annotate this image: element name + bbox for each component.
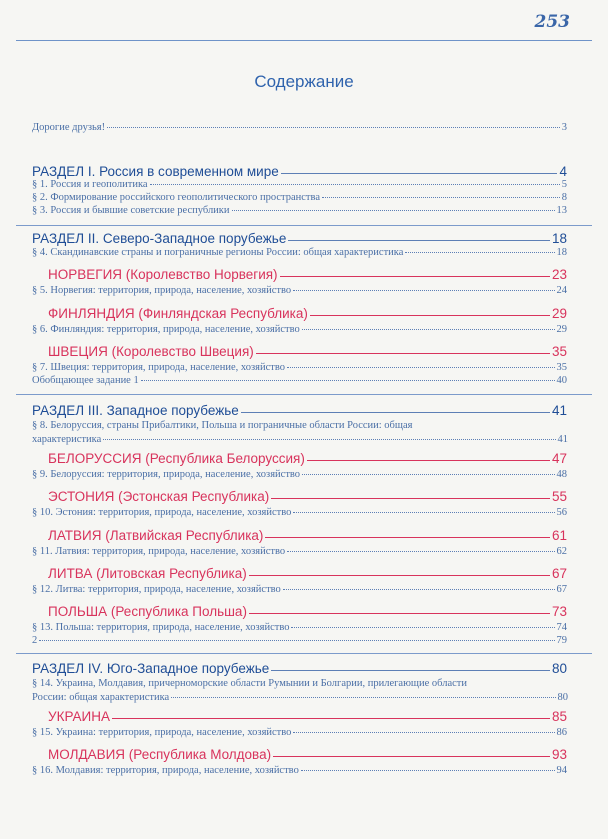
section-divider [16,225,592,226]
toc-country-lithuania[interactable]: ЛИТВА (Литовская Республика) 67 [48,566,567,581]
toc-entry-intro[interactable]: Дорогие друзья! 3 [32,122,567,133]
toc-entry-p5[interactable]: § 5. Норвегия: территория, природа, население, хозяйство 24 [32,285,567,296]
toc-country-latvia[interactable]: ЛАТВИЯ (Латвийская Республика) 61 [48,528,567,543]
toc-entry-p6[interactable]: § 6. Финляндия: территория, природа, население, хозяйство 29 [32,324,567,335]
toc-section-2[interactable]: РАЗДЕЛ II. Северо-Западное порубежье 18 [32,231,567,246]
toc-country-poland[interactable]: ПОЛЬША (Республика Польша) 73 [48,604,567,619]
toc-country-sweden[interactable]: ШВЕЦИЯ (Королевство Швеция) 35 [48,344,567,359]
toc-entry-p3[interactable]: § 3. Россия и бывшие советские республики 13 [32,205,567,216]
section-divider [16,653,592,654]
toc-entry-p16[interactable]: § 16. Молдавия: территория, природа, население, хозяйство 94 [32,765,567,776]
toc-section-4[interactable]: РАЗДЕЛ IV. Юго-Западное порубежье 80 [32,661,567,676]
toc-country-moldova[interactable]: МОЛДАВИЯ (Республика Молдова) 93 [48,747,567,762]
toc-section-1[interactable]: РАЗДЕЛ I. Россия в современном мире 4 [32,164,567,179]
section-divider [16,394,592,395]
toc-entry-p13[interactable]: § 13. Польша: территория, природа, население, хозяйство 74 [32,622,567,633]
toc-country-norway[interactable]: НОРВЕГИЯ (Королевство Норвегия) 23 [48,267,567,282]
toc-entry-p2[interactable]: § 2. Формирование российского геополитического пространства 8 [32,192,567,203]
toc-entry-p12[interactable]: § 12. Литва: территория, природа, население, хозяйство 67 [32,584,567,595]
toc-entry-task1[interactable]: Обобщающее задание 1 40 [32,375,567,386]
toc-entry-p9[interactable]: § 9. Белоруссия: территория, природа, население, хозяйство 48 [32,469,567,480]
toc-entry-p1[interactable]: § 1. Россия и геополитика 5 [32,179,567,190]
toc-entry-task2[interactable]: 2 79 [32,635,567,646]
toc-entry-p7[interactable]: § 7. Швеция: территория, природа, население, хозяйство 35 [32,362,567,373]
toc-entry-p15[interactable]: § 15. Украина: территория, природа, население, хозяйство 86 [32,727,567,738]
page-number: 253 [534,12,570,32]
toc-country-belarus[interactable]: БЕЛОРУССИЯ (Республика Белоруссия) 47 [48,451,567,466]
toc-entry-p11[interactable]: § 11. Латвия: территория, природа, население, хозяйство 62 [32,546,567,557]
toc-country-finland[interactable]: ФИНЛЯНДИЯ (Финляндская Республика) 29 [48,306,567,321]
toc-entry-p14[interactable]: § 14. Украина, Молдавия, причерноморские области Румынии и Болгарии, прилегающие области России: общая характеристика 80 [32,678,568,703]
toc-entry-p10[interactable]: § 10. Эстония: территория, природа, население, хозяйство 56 [32,507,567,518]
toc-section-3[interactable]: РАЗДЕЛ III. Западное порубежье 41 [32,403,567,418]
toc-entry-p4[interactable]: § 4. Скандинавские страны и пограничные регионы России: общая характеристика 18 [32,247,567,258]
page-title: Содержание [254,72,354,91]
toc-country-estonia[interactable]: ЭСТОНИЯ (Эстонская Республика) 55 [48,489,567,504]
toc-country-ukraine[interactable]: УКРАИНА 85 [48,709,567,724]
toc-entry-p8[interactable]: § 8. Белоруссия, страны Прибалтики, Польша и пограничные области России: общая характеристика 41 [32,420,568,445]
